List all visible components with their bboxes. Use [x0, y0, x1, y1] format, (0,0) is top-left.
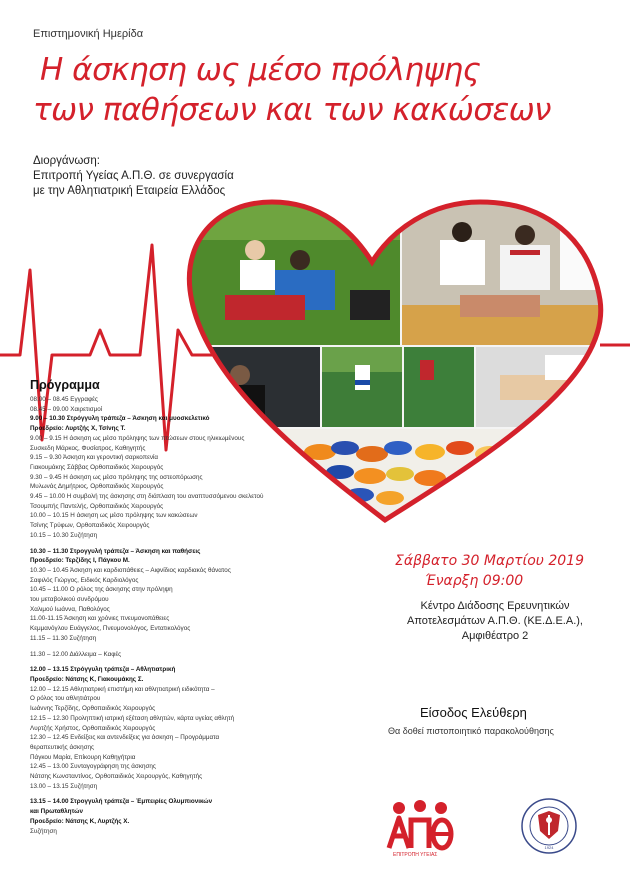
- organizer-line-2: με την Αθλητιατρική Εταιρεία Ελλάδος: [33, 185, 226, 197]
- program-line: 12.00 – 12.15 Αθλητιατρική επιστήμη και αθλητιατρική ειδικότητα –: [30, 685, 215, 693]
- sports-medicine-seal-icon: [520, 797, 578, 855]
- venue-line-2: Αποτελεσμάτων Α.Π.Θ. (ΚΕ.Δ.Ε.Α.),: [407, 615, 583, 627]
- program-line: Τσίνης Τρύφων, Ορθοπαιδικός Χειρουργός: [30, 522, 150, 530]
- program-line: και Πρωταθλητών: [30, 808, 83, 816]
- program-line: Ιωάννης Τερζίδης, Ορθοπαιδικός Χειρουργός: [30, 705, 156, 713]
- program-line: 9.00 – 10.30 Στρόγγυλη τράπεζα – Άσκηση και μυοσκελετικό: [30, 415, 210, 423]
- program-line: 9.15 – 9.30 Άσκηση και γεροντική σαρκοπενία: [30, 454, 159, 462]
- program-line: Συσκεδη Μάρκος, Φυσίατρος, Καθηγητής: [30, 444, 146, 452]
- program-line: Προεδρείο: Λυρτζής Χ, Τσίνης Τ.: [30, 425, 126, 433]
- photo-soccer-goal: [404, 347, 474, 427]
- program-line: 12.30 – 12.45 Ενδείξεις και αντενδείξεις για άσκηση – Προγράμματα: [30, 734, 220, 742]
- program-line: Σαφιλός Γιώργος, Ειδικός Καρδιολόγος: [30, 576, 139, 584]
- program-line: 11.30 – 12.00 Διάλλειμα – Καφές: [30, 650, 122, 658]
- title-line-2: των παθήσεων και των κακώσεων: [33, 92, 551, 128]
- program-line: θεραπευτικής άσκησης: [30, 743, 95, 751]
- program-heading: Πρόγραμμα: [30, 378, 100, 392]
- program-line: 10.00 – 10.15 Η άσκηση ως μέσο πρόληψης των κακώσεων: [30, 512, 198, 520]
- program-line: Λυρτζής Χρήστος, Ορθοπαιδικός Χειρουργός: [30, 724, 156, 732]
- program-line: Κεμμανόγλου Ευάγγελος, Πνευμονολόγος, Εντατικολόγος: [30, 625, 191, 633]
- program-line: Προεδρείο: Τερζίδης Ι, Πάγκου Μ.: [30, 557, 130, 565]
- program-section: [30, 378, 360, 836]
- certificate-note: Θα δοθεί πιστοποιητικό παρακολούθησης: [388, 726, 554, 736]
- program-line: 08.45 – 09.00 Χαιρετισμοί: [30, 405, 103, 413]
- program-line: 10.30 – 10.45 Άσκηση και καρδιοπάθειες – Αιφνίδιος καρδιακός θάνατος: [30, 566, 231, 574]
- program-line: Νάτσης Κωνσταντίνος, Ορθοπαιδικός Χειρουργός, Καθηγητής: [30, 773, 203, 781]
- program-line: 10.15 – 10.30 Συζήτηση: [30, 531, 98, 539]
- program-line: Συζήτηση: [30, 827, 57, 835]
- svg-text:1924: 1924: [544, 845, 554, 850]
- program-line: Γιακουμάκης Σάββας Ορθοπαιδικός Χειρουργός: [30, 463, 164, 471]
- program-line: 13.00 – 13.15 Συζήτηση: [30, 782, 98, 790]
- program-line: 11.15 – 11.30 Συζήτηση: [30, 634, 97, 642]
- organizer-label: Διοργάνωση:: [33, 155, 100, 167]
- program-line: 13.15 – 14.00 Στρογγυλή τράπεζα – Έμπειρίες Ολυμπιονικών: [30, 798, 213, 806]
- program-line: Ο ρόλος του αθλητιάτρου: [30, 695, 101, 703]
- program-list: [30, 395, 360, 836]
- event-date: Σάββατο 30 Μαρτίου 2019: [395, 553, 584, 569]
- program-line: 9.45 – 10.00 Η συμβολή της άσκησης στη διάπλαση του αναπτυσσόμενου σκελετού: [30, 493, 264, 501]
- program-line: 12.15 – 12.30 Προληπτική ιατρική εξέταση αθλητών, κάρτα υγείας αθλητή: [30, 714, 235, 722]
- program-line: 10.30 – 11.30 Στρογγυλή τράπεζα – Άσκηση και παθήσεις: [30, 547, 201, 555]
- program-line: 12.45 – 13.00 Συνταγογράφηση της άσκησης: [30, 763, 156, 771]
- free-entry: Είσοδος Ελεύθερη: [420, 705, 527, 720]
- organizer-line-1: Επιτροπή Υγείας Α.Π.Θ. σε συνεργασία: [33, 170, 234, 182]
- program-line: 12.00 – 13.15 Στρόγγυλη τράπεζα – Αθλητιατρική: [30, 666, 176, 674]
- program-line: 9.00 – 9.15 Η άσκηση ως μέσο πρόληψης των πτώσεων στους ηλικιωμένους: [30, 434, 245, 442]
- venue-line-3: Αμφιθέατρο 2: [461, 630, 529, 642]
- venue-line-1: Κέντρο Διάδοσης Ερευνητικών: [420, 600, 570, 612]
- program-line: 10.45 – 11.00 Ο ρόλος της άσκησης στην πρόληψη: [30, 586, 173, 594]
- program-line: Πάγκου Μαρία, Επίκουρη Καθηγήτρια: [30, 753, 136, 761]
- program-line: 9.30 – 9.45 Η άσκηση ως μέσο πρόληψης της οστεοπόρωσης: [30, 473, 203, 481]
- event-type: Επιστημονική Ημερίδα: [33, 28, 144, 40]
- health-committee-logo-icon: [385, 798, 455, 858]
- program-line: Μυλωνάς Δημήτριος, Ορθοπαιδικός Χειρουργός: [30, 483, 164, 491]
- program-line: Προεδρείο: Νάτσης Κ, Γιακουμάκης Σ.: [30, 675, 144, 683]
- event-start-time: Έναρξη 09:00: [425, 573, 524, 589]
- program-line: 11.00-11.15 Άσκηση και χρόνιες πνευμονοπάθειες: [30, 615, 170, 623]
- program-line: Χαλιμού Ιωάννα, Παθολόγος: [30, 605, 110, 613]
- program-line: του μεταβολικού συνδρόμου: [30, 596, 109, 604]
- program-line: Τσουμπής Παντελής, Ορθοπαιδικός Χειρουργός: [30, 502, 164, 510]
- title-line-1: Η άσκηση ως μέσο πρόληψης: [40, 52, 481, 88]
- program-line: 08.00 – 08.45 Εγγραφές: [30, 396, 98, 403]
- health-committee-logo-caption: ΕΠΙΤΡΟΠΗ ΥΓΕΙΑΣ: [393, 852, 438, 858]
- program-line: Προεδρείο: Νάτσης Κ, Λυρτζής Χ.: [30, 817, 130, 825]
